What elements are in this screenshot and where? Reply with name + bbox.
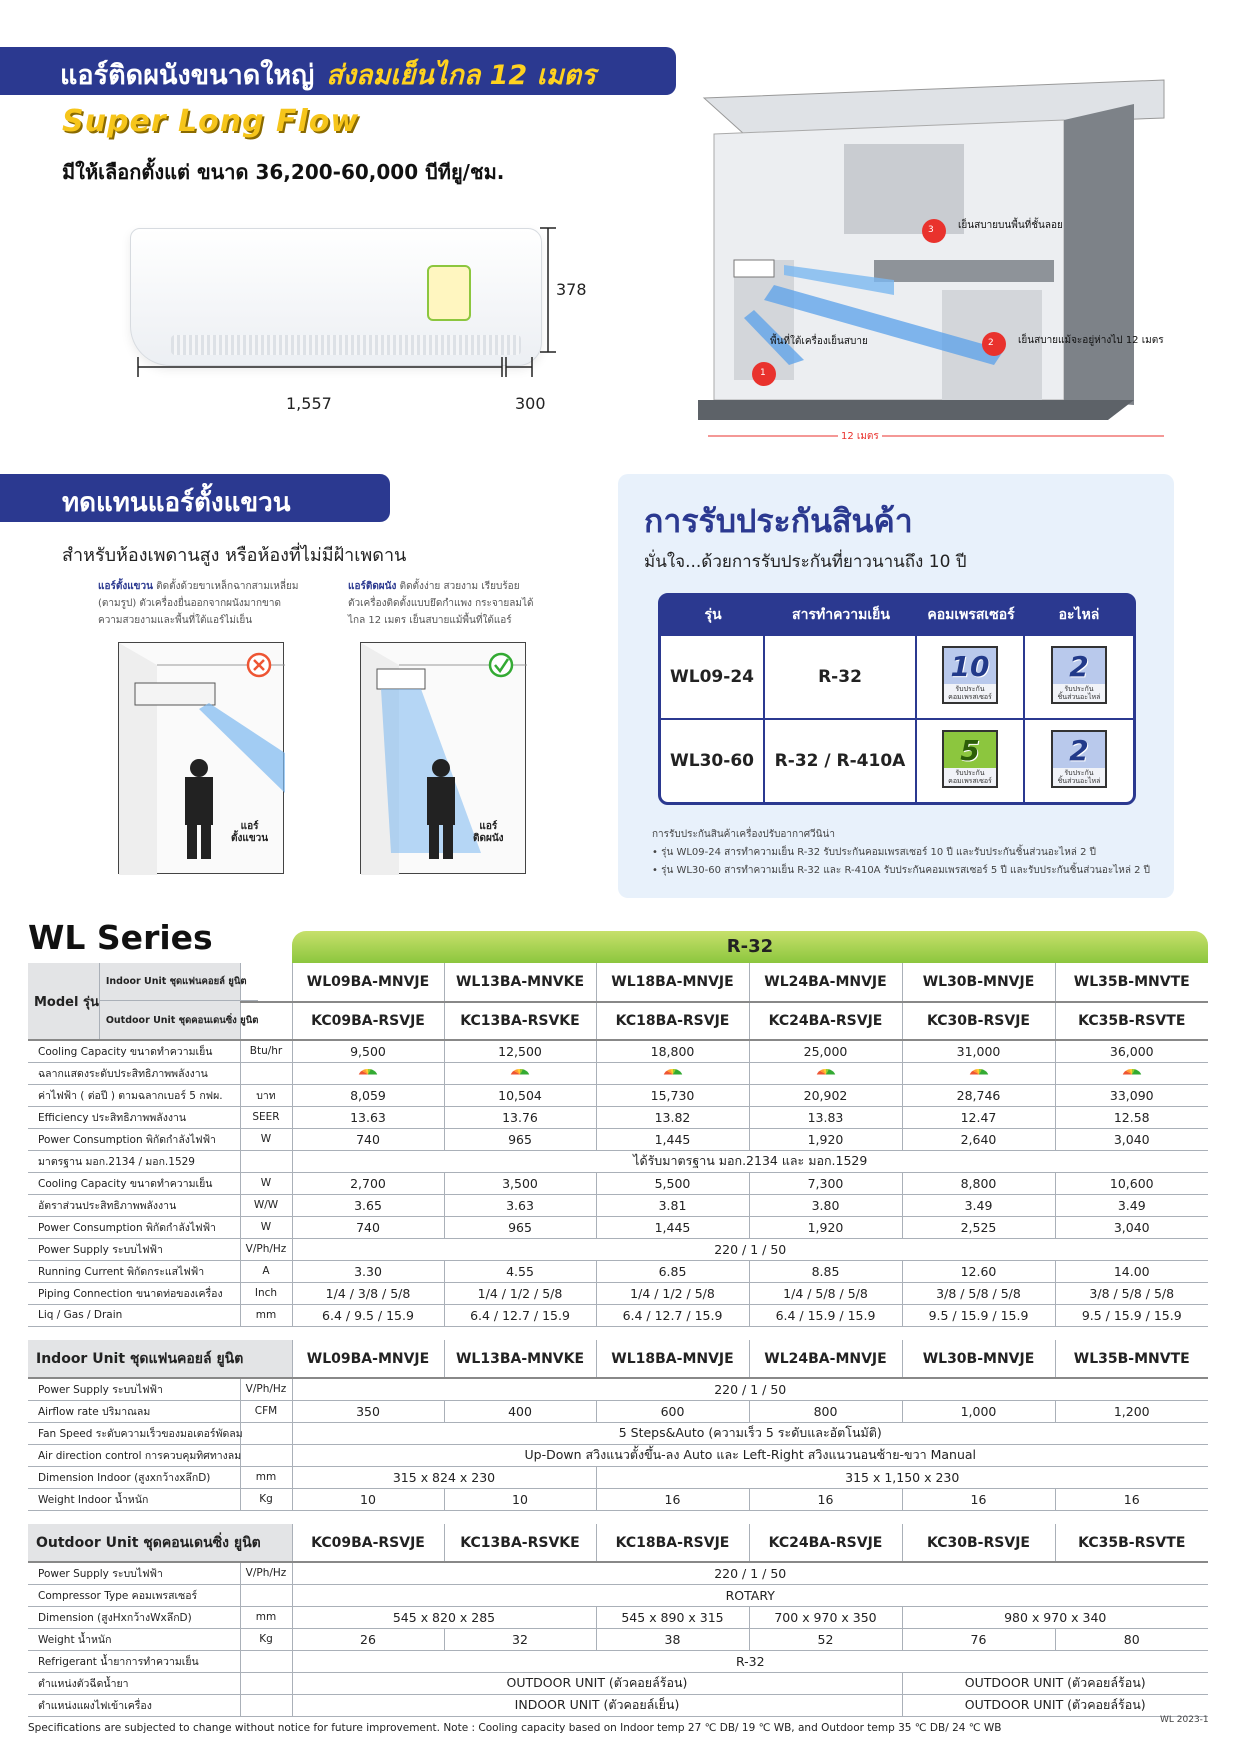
spec-row: Dimension (สูงHxกว้างWxลึกD) mm 545 x 820 x 285 545 x 890 x 315 700 x 970 x 350 980 x 970 x 340: [28, 1606, 1208, 1628]
point-3-label: เย็นสบายบนพื้นที่ชั้นลอย: [958, 220, 1063, 231]
warranty-header-refrigerant: สารทำความเย็น: [765, 596, 917, 634]
capacity-range: มีให้เลือกตั้งแต่ ขนาด 36,200-60,000 บีทียู/ชม.: [62, 160, 505, 184]
spec-row: Air direction control การควบคุมทิศทางลม Up-Down สวิงแนวตั้งขึ้น-ลง Auto และ Left-Right สวิงแนวนอนซ้าย-ขวา Manual: [28, 1444, 1208, 1466]
dimension-width: 1,557: [286, 394, 332, 413]
model-header-indoor: Model รุ่น Indoor Unit ชุดแฟนคอยล์ ยูนิต Outdoor Unit ชุดคอนเดนซิ่ง ยูนิต WL09BA-MNVJE WL13BA-MNVKE WL18BA-MNVJE WL24BA-MNVJE WL30B-MNVJE WL35B-MNVTE: [28, 963, 1208, 1002]
energy-label-icon: [663, 1069, 683, 1080]
spec-row: Cooling Capacity ขนาดทำความเย็น Btu/hr 9,500 12,500 18,800 25,000 31,000 36,000: [28, 1040, 1208, 1062]
spec-row: Power Supply ระบบไฟฟ้า V/Ph/Hz 220 / 1 / 50: [28, 1562, 1208, 1584]
spec-row: Efficiency ประสิทธิภาพพลังงาน SEER 13.63 13.76 13.82 13.83 12.47 12.58: [28, 1106, 1208, 1128]
room-diagram: [694, 60, 1188, 420]
energy-label-icon: [816, 1069, 836, 1080]
series-title: WL Series: [28, 918, 213, 957]
spec-table: [28, 963, 1208, 1717]
energy-label-icon: [510, 1069, 530, 1080]
hero-title: แอร์ติดผนังขนาดใหญ่: [60, 60, 315, 91]
super-long-flow-logo: Super Long Flow: [62, 104, 360, 139]
warranty-header-parts: อะไหล่: [1025, 596, 1133, 634]
point-3-num: 3: [928, 225, 934, 235]
spec-row: ตำแหน่งแผงไฟเข้าเครื่อง INDOOR UNIT (ตัวคอยล์เย็น) OUTDOOR UNIT (ตัวคอยล์ร้อน): [28, 1694, 1208, 1716]
spec-row: มาตรฐาน มอก.2134 / มอก.1529 ได้รับมาตรฐาน มอก.2134 และ มอก.1529: [28, 1150, 1208, 1172]
wall-type-caption: แอร์ ติดผนัง: [473, 821, 504, 844]
ceiling-type-description: แอร์ตั้งแขวน ติดตั้งด้วยขาเหล็กฉากสามเหลี่ยม (ตามรูป) ตัวเครื่องยื่นออกจากผนังมากขาด ความสวยงามและพื้นที่ใต้แอร์ไม่เย็น: [98, 581, 299, 626]
warranty-row: WL09-24 R-32 10 รับประกัน คอมเพรสเซอร์ 2 รับประกัน ชิ้นส่วนอะไหล่: [661, 634, 1133, 718]
warranty-table: [658, 593, 1136, 805]
refrigerant-band: R-32: [292, 931, 1208, 963]
check-icon: [490, 654, 512, 676]
spec-row: Power Consumption พิกัดกำลังไฟฟ้า W 740 965 1,445 1,920 2,525 3,040: [28, 1216, 1208, 1238]
ceiling-type-bold: แอร์ตั้งแขวน: [98, 581, 153, 592]
dimension-depth: 300: [515, 394, 546, 413]
spec-row: ตำแหน่งตัวฉีดน้ำยา OUTDOOR UNIT (ตัวคอยล์ร้อน) OUTDOOR UNIT (ตัวคอยล์ร้อน): [28, 1672, 1208, 1694]
hero-highlight: ส่งลมเย็นไกล 12 เมตร: [326, 60, 596, 91]
indoor-model-label: Indoor Unit ชุดแฟนคอยล์ ยูนิต: [100, 963, 259, 1001]
spec-row: Refrigerant น้ำยาการทำความเย็น R-32: [28, 1650, 1208, 1672]
wall-type-illustration: [360, 642, 526, 874]
wall-type-description: แอร์ติดผนัง ติดตั้งง่าย สวยงาม เรียบร้อย ตัวเครื่องติดตั้งแบบยึดกำแพง กระจายลมได้ ไกล 12 เมตร เย็นสบายแม้พื้นที่ใต้แอร์: [348, 581, 534, 626]
compressor-warranty-badge: 10 รับประกัน คอมเพรสเซอร์: [942, 646, 998, 704]
indoor-section-header: Indoor Unit ชุดแฟนคอยล์ ยูนิต WL09BA-MNVJE WL13BA-MNVKE WL18BA-MNVJE WL24BA-MNVJE WL30B-MNVJE WL35B-MNVTE: [28, 1340, 1208, 1378]
spec-row: Compressor Type คอมเพรสเซอร์ ROTARY: [28, 1584, 1208, 1606]
spec-row: Cooling Capacity ขนาดทำความเย็น W 2,700 3,500 5,500 7,300 8,800 10,600: [28, 1172, 1208, 1194]
warranty-notes: [652, 826, 1162, 880]
point-2-num: 2: [988, 338, 994, 348]
ceiling-type-illustration: [118, 642, 284, 874]
spec-row: Power Supply ระบบไฟฟ้า V/Ph/Hz 220 / 1 / 50: [28, 1238, 1208, 1260]
spec-row: ค่าไฟฟ้า ( ต่อปี ) ตามฉลากเบอร์ 5 กฟผ. บาท 8,059 10,504 15,730 20,902 28,746 33,090: [28, 1084, 1208, 1106]
spec-row: ฉลากแสดงระดับประสิทธิภาพพลังงาน: [28, 1062, 1208, 1084]
warranty-note-title: การรับประกันสินค้าเครื่องปรับอากาศวีนิน่า: [652, 829, 835, 840]
ceiling-type-caption: แอร์ ตั้งแขวน: [231, 821, 269, 844]
spec-row: Weight น้ำหนัก Kg 26 32 38 52 76 80: [28, 1628, 1208, 1650]
spec-row: Fan Speed ระดับความเร็วของมอเตอร์พัดลม 5 Steps&Auto (ความเร็ว 5 ระดับและอัตโนมัติ): [28, 1422, 1208, 1444]
point-1-label: พื้นที่ใต้เครื่องเย็นสบาย: [770, 336, 868, 347]
spec-row: อัตราส่วนประสิทธิภาพพลังงาน W/W 3.65 3.63 3.81 3.80 3.49 3.49: [28, 1194, 1208, 1216]
warranty-header-compressor: คอมเพรสเซอร์: [917, 596, 1025, 634]
warranty-header-model: รุ่น: [661, 596, 765, 634]
energy-label-icon: [1122, 1069, 1142, 1080]
replace-banner: ทดแทนแอร์ตั้งแขวน: [0, 474, 390, 522]
spec-row: Dimension Indoor (สูงxกว้างxลึกD) mm 315 x 824 x 230 315 x 1,150 x 230: [28, 1466, 1208, 1488]
distance-label: 12 เมตร: [838, 429, 882, 444]
warranty-title: การรับประกันสินค้า: [644, 502, 913, 540]
spec-row: Airflow rate ปริมาณลม CFM 350 400 600 800 1,000 1,200: [28, 1400, 1208, 1422]
parts-warranty-badge: 2 รับประกัน ชิ้นส่วนอะไหล่: [1051, 730, 1107, 788]
wall-type-bold: แอร์ติดผนัง: [348, 581, 397, 592]
hero-banner: [0, 47, 676, 95]
outdoor-section-header: Outdoor Unit ชุดคอนเดนซิ่ง ยูนิต KC09BA-RSVJE KC13BA-RSVKE KC18BA-RSVJE KC24BA-RSVJE KC30B-RSVJE KC35B-RSVTE: [28, 1524, 1208, 1562]
spec-row: Weight Indoor น้ำหนัก Kg 10 10 16 16 16 16: [28, 1488, 1208, 1510]
footer-note: Specifications are subjected to change without notice for future improvement. Note : Cooling capacity based on Indoor temp 27 ℃ DB/ 19 ℃ WB, and Outdoor temp 35 ℃ DB/ 24 ℃ WB: [28, 1722, 1002, 1734]
replace-subtitle: สำหรับห้องเพดานสูง หรือห้องที่ไม่มีฝ้าเพดาน: [62, 545, 407, 566]
dimension-height: 378: [556, 280, 587, 299]
point-3-marker: [922, 219, 946, 243]
spec-row: Power Consumption พิกัดกำลังไฟฟ้า W 740 965 1,445 1,920 2,640 3,040: [28, 1128, 1208, 1150]
warranty-note: • รุ่น WL30-60 สารทำความเย็น R-32 และ R-410A รับประกันคอมเพรสเซอร์ 5 ปี และรับประกันชิ้นส่วนอะไหล่ 2 ปี: [652, 865, 1151, 876]
model-header-outdoor: KC09BA-RSVJE KC13BA-RSVKE KC18BA-RSVJE KC24BA-RSVJE KC30B-RSVJE KC35B-RSVTE: [28, 1002, 1208, 1041]
dimension-lines: [120, 222, 580, 412]
energy-label-icon: [969, 1069, 989, 1080]
warranty-row: WL30-60 R-32 / R-410A 5 รับประกัน คอมเพรสเซอร์ 2 รับประกัน ชิ้นส่วนอะไหล่: [661, 718, 1133, 802]
warranty-subtitle: มั่นใจ...ด้วยการรับประกันที่ยาวนานถึง 10 ปี: [644, 552, 967, 572]
document-version: WL 2023-1: [1160, 1715, 1209, 1725]
point-1-num: 1: [760, 368, 766, 378]
compressor-warranty-badge: 5 รับประกัน คอมเพรสเซอร์: [942, 730, 998, 788]
point-2-label: เย็นสบายแม้จะอยู่ห่างไป 12 เมตร: [1018, 335, 1164, 346]
spec-row: Power Supply ระบบไฟฟ้า V/Ph/Hz 220 / 1 / 50: [28, 1378, 1208, 1400]
energy-label-icon: [358, 1069, 378, 1080]
warranty-note: • รุ่น WL09-24 สารทำความเย็น R-32 รับประกันคอมเพรสเซอร์ 10 ปี และรับประกันชิ้นส่วนอะไหล่ 2 ปี: [652, 847, 1096, 858]
point-2-marker: [982, 332, 1006, 356]
outdoor-model-label: Outdoor Unit ชุดคอนเดนซิ่ง ยูนิต: [105, 1014, 259, 1026]
model-label: Model รุ่น: [28, 963, 100, 1039]
spec-row: Running Current พิกัดกระแสไฟฟ้า A 3.30 4.55 6.85 8.85 12.60 14.00: [28, 1260, 1208, 1282]
parts-warranty-badge: 2 รับประกัน ชิ้นส่วนอะไหล่: [1051, 646, 1107, 704]
spec-row: Piping Connection ขนาดท่อของเครื่อง Inch 1/4 / 3/8 / 5/8 1/4 / 1/2 / 5/8 1/4 / 1/2 / 5/8 1/4 / 5/8 / 5/8 3/8 / 5/8 / 5/8 3/8 / 5/8 / 5/8: [28, 1282, 1208, 1304]
spec-row: Liq / Gas / Drain mm 6.4 / 9.5 / 15.9 6.4 / 12.7 / 15.9 6.4 / 12.7 / 15.9 6.4 / 15.9 / 15.9 9.5 / 15.9 / 15.9 9.5 / 15.9 / 15.9: [28, 1304, 1208, 1326]
